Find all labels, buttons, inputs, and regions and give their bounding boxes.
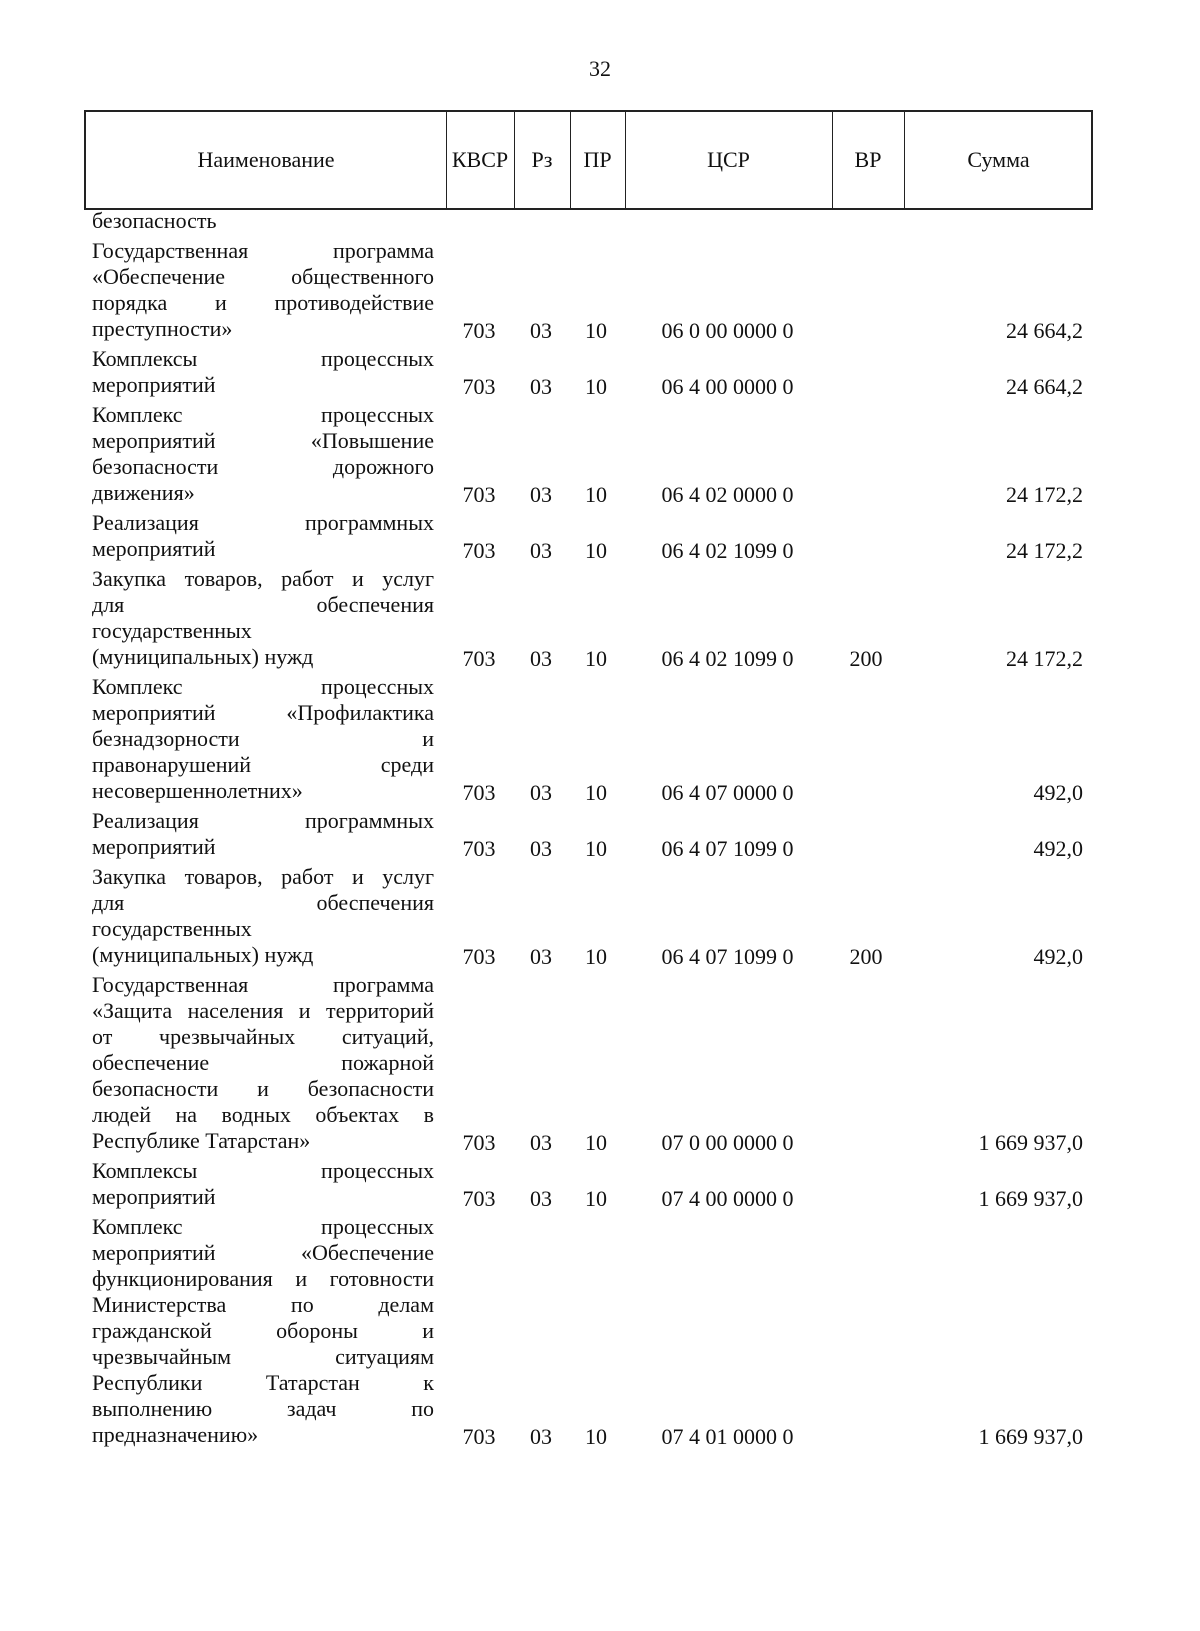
- row-name-line: несовершеннолетних»: [92, 778, 303, 803]
- cell-kvsr: 703: [462, 374, 496, 399]
- row-name: [92, 1158, 434, 1210]
- cell-pr: 10: [585, 318, 607, 343]
- row-name-line: преступности»: [92, 316, 233, 341]
- row-name-line: «Обеспечение общественного: [92, 264, 434, 289]
- row-name-line: мероприятий: [92, 372, 216, 397]
- row-name-line: для обеспечения: [92, 890, 434, 915]
- row-name-line: государственных: [92, 618, 252, 643]
- row-name: [92, 346, 434, 398]
- row-name: [92, 674, 434, 804]
- cell-rz: 03: [530, 538, 552, 563]
- cell-pr: 10: [585, 836, 607, 861]
- cell-csr: 06 0 00 0000 0: [661, 318, 794, 343]
- cell-rz: 03: [530, 780, 552, 805]
- row-name: [92, 402, 434, 506]
- row-name: [92, 510, 434, 562]
- cell-rz: 03: [530, 836, 552, 861]
- cell-sum: 492,0: [1033, 780, 1083, 805]
- row-name-line: мероприятий «Обеспечение: [92, 1240, 434, 1265]
- header-csr: ЦСР: [707, 147, 750, 172]
- row-name-line: чрезвычайным ситуациям: [92, 1344, 434, 1369]
- cell-sum: 492,0: [1033, 836, 1083, 861]
- row-name-line: Республике Татарстан»: [92, 1128, 311, 1153]
- cell-pr: 10: [585, 538, 607, 563]
- row-name-line: предназначению»: [92, 1422, 259, 1447]
- header-pr: ПР: [583, 147, 612, 172]
- cell-csr: 06 4 07 0000 0: [661, 780, 794, 805]
- header-vr: ВР: [854, 147, 882, 172]
- cell-rz: 03: [530, 318, 552, 343]
- row-name-line: мероприятий: [92, 536, 216, 561]
- row-name-line: Реализация программных: [92, 510, 434, 535]
- cell-pr: 10: [585, 374, 607, 399]
- row-name-line: Государственная программа: [92, 238, 434, 263]
- cell-sum: 1 669 937,0: [978, 1130, 1083, 1155]
- cell-vr: 200: [849, 646, 883, 671]
- row-name-line: гражданской обороны и: [92, 1318, 434, 1343]
- cell-csr: 06 4 07 1099 0: [661, 944, 794, 969]
- cell-csr: 06 4 02 0000 0: [661, 482, 794, 507]
- cell-sum: 24 172,2: [1006, 538, 1083, 563]
- cell-kvsr: 703: [462, 1130, 496, 1155]
- cell-csr: 06 4 02 1099 0: [661, 538, 794, 563]
- row-name-line: Закупка товаров, работ и услуг: [92, 864, 434, 889]
- cell-rz: 03: [530, 482, 552, 507]
- header-name: Наименование: [197, 147, 335, 172]
- row-name-line: Закупка товаров, работ и услуг: [92, 566, 434, 591]
- row-name: [92, 972, 434, 1154]
- row-name-line: правонарушений среди: [92, 752, 434, 777]
- row-name-line: (муниципальных) нужд: [92, 942, 314, 967]
- row-name-line: государственных: [92, 916, 252, 941]
- row-name-line: (муниципальных) нужд: [92, 644, 314, 669]
- row-name-line: обеспечение пожарной: [92, 1050, 434, 1075]
- cell-sum: 24 664,2: [1006, 374, 1083, 399]
- cell-pr: 10: [585, 1424, 607, 1449]
- row-name-line: безнадзорности и: [92, 726, 434, 751]
- header-kvsr: КВСР: [451, 147, 509, 172]
- row-name-line: Комплекс процессных: [92, 674, 434, 699]
- cell-kvsr: 703: [462, 1424, 496, 1449]
- table-header: [84, 110, 1093, 210]
- row-name-line: безопасности и безопасности: [92, 1076, 434, 1101]
- cell-sum: 24 172,2: [1006, 482, 1083, 507]
- cell-pr: 10: [585, 1130, 607, 1155]
- row-name-line: выполнению задач по: [92, 1396, 434, 1421]
- cell-kvsr: 703: [462, 780, 496, 805]
- cell-csr: 06 4 00 0000 0: [661, 374, 794, 399]
- row-name-line: Республики Татарстан к: [92, 1370, 434, 1395]
- cell-rz: 03: [530, 1424, 552, 1449]
- row-name: [92, 1214, 434, 1448]
- cell-rz: 03: [530, 1130, 552, 1155]
- row-name-line: безопасности дорожного: [92, 454, 434, 479]
- row-name: [92, 238, 434, 342]
- cell-kvsr: 703: [462, 944, 496, 969]
- row-name-line: мероприятий: [92, 834, 216, 859]
- row-name: [92, 566, 434, 670]
- cell-kvsr: 703: [462, 318, 496, 343]
- cell-sum: 1 669 937,0: [978, 1424, 1083, 1449]
- header-rz: Рз: [531, 147, 553, 172]
- cell-pr: 10: [585, 482, 607, 507]
- cell-sum: 24 664,2: [1006, 318, 1083, 343]
- row-name-line: Комплексы процессных: [92, 346, 434, 371]
- cell-csr: 07 4 00 0000 0: [661, 1186, 794, 1211]
- row-name-line: мероприятий «Профилактика: [92, 700, 434, 725]
- row-name: [92, 808, 434, 860]
- cell-sum: 1 669 937,0: [978, 1186, 1083, 1211]
- cell-vr: 200: [849, 944, 883, 969]
- cell-kvsr: 703: [462, 482, 496, 507]
- cell-rz: 03: [530, 944, 552, 969]
- row-name: [92, 208, 434, 234]
- row-name-line: Комплексы процессных: [92, 1158, 434, 1183]
- cell-csr: 07 0 00 0000 0: [661, 1130, 794, 1155]
- row-name-line: мероприятий «Повышение: [92, 428, 434, 453]
- row-name-line: «Защита населения и территорий: [92, 998, 434, 1023]
- cell-sum: 492,0: [1033, 944, 1083, 969]
- cell-csr: 06 4 02 1099 0: [661, 646, 794, 671]
- row-name-line: для обеспечения: [92, 592, 434, 617]
- row-name-line: функционирования и готовности: [92, 1266, 434, 1291]
- cell-pr: 10: [585, 944, 607, 969]
- row-name-line: движения»: [92, 480, 195, 505]
- cell-kvsr: 703: [462, 836, 496, 861]
- row-name: [92, 864, 434, 968]
- cell-sum: 24 172,2: [1006, 646, 1083, 671]
- row-name-line: мероприятий: [92, 1184, 216, 1209]
- cell-csr: 06 4 07 1099 0: [661, 836, 794, 861]
- row-name-line: безопасность: [92, 208, 217, 233]
- row-name-line: Государственная программа: [92, 972, 434, 997]
- cell-csr: 07 4 01 0000 0: [661, 1424, 794, 1449]
- row-name-line: Министерства по делам: [92, 1292, 434, 1317]
- cell-kvsr: 703: [462, 538, 496, 563]
- cell-pr: 10: [585, 780, 607, 805]
- row-name-line: от чрезвычайных ситуаций,: [92, 1024, 434, 1049]
- row-name-line: Комплекс процессных: [92, 1214, 434, 1239]
- cell-rz: 03: [530, 374, 552, 399]
- cell-kvsr: 703: [462, 1186, 496, 1211]
- cell-pr: 10: [585, 646, 607, 671]
- row-name-line: Реализация программных: [92, 808, 434, 833]
- cell-kvsr: 703: [462, 646, 496, 671]
- cell-rz: 03: [530, 646, 552, 671]
- header-sum: Сумма: [967, 147, 1030, 172]
- page-number: 32: [589, 56, 611, 81]
- cell-rz: 03: [530, 1186, 552, 1211]
- row-name-line: Комплекс процессных: [92, 402, 434, 427]
- row-name-line: порядка и противодействие: [92, 290, 434, 315]
- cell-pr: 10: [585, 1186, 607, 1211]
- row-name-line: людей на водных объектах в: [92, 1102, 434, 1127]
